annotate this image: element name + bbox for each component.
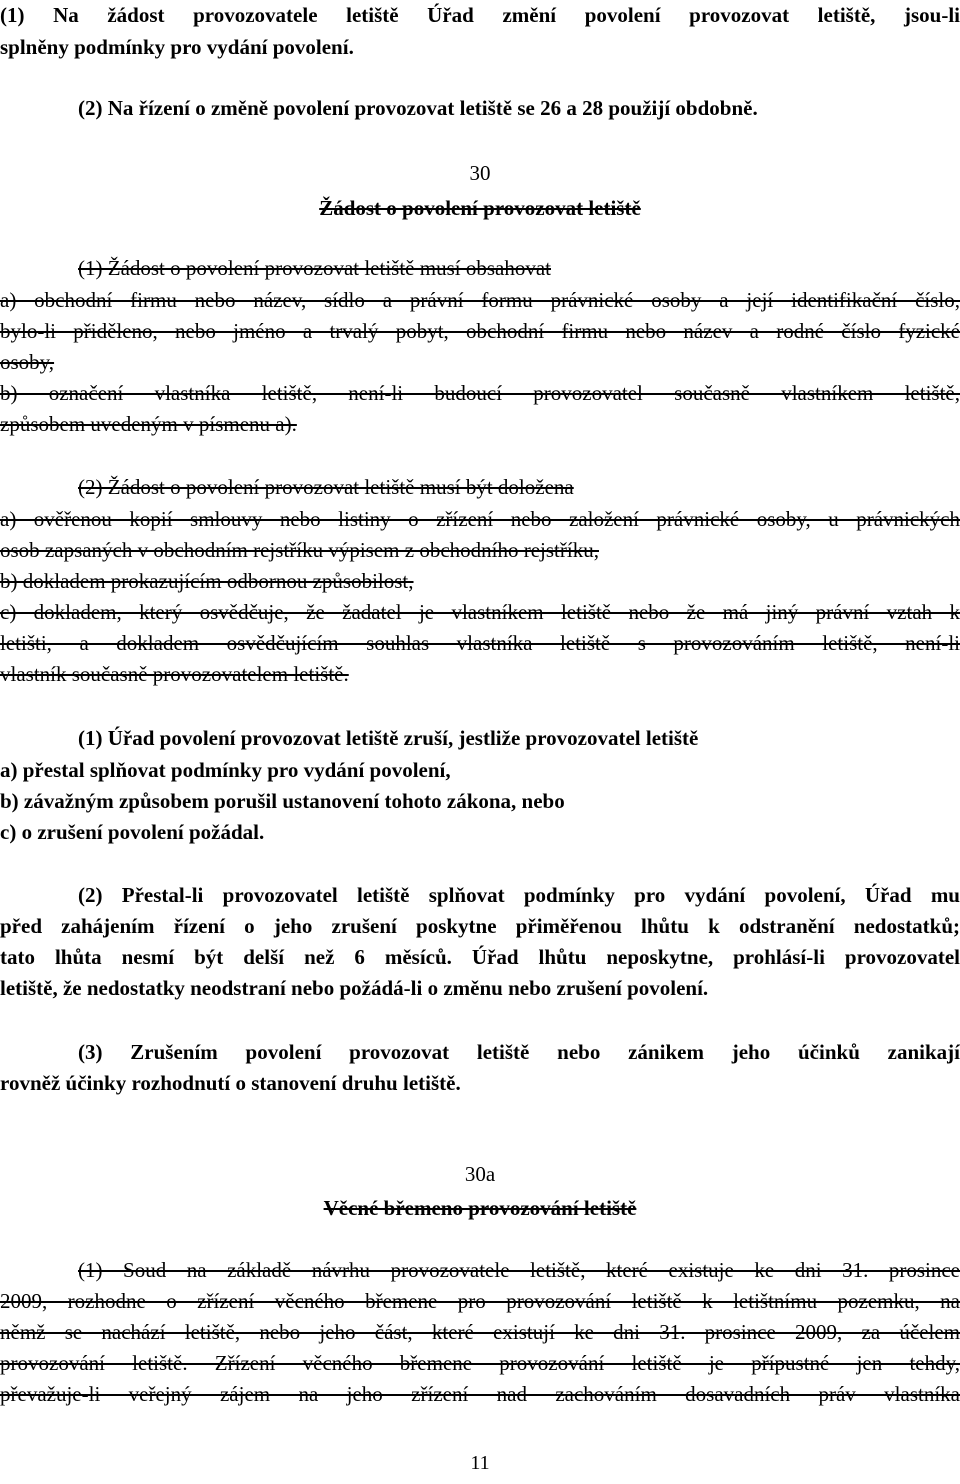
text-line: (1) Úřad povolení provozovat letiště zruší, jestliže provozovatel letiště: [78, 726, 699, 750]
text-line: němž se nachází letiště, nebo jeho část, které existují ke dni 31. prosince 2009, za účelem: [0, 1320, 960, 1344]
text-line: způsobem uvedeným v písmenu a).: [0, 412, 297, 436]
text-line: (2) Přestal-li provozovatel letiště splňovat podmínky pro vydání povolení, Úřad mu: [78, 883, 960, 907]
text-line: provozování letiště. Zřízení věcného břemene provozování letiště je přípustné jen tehdy,: [0, 1351, 960, 1375]
text-line: b) označení vlastníka letiště, není-li budoucí provozovatel současně vlastníkem letiště,: [0, 381, 960, 405]
text-line: b) dokladem prokazujícím odbornou způsobilost,: [0, 569, 414, 593]
text-line: splněny podmínky pro vydání povolení.: [0, 35, 354, 59]
text-line: letiště, že nedostatky neodstraní nebo požádá-li o změnu nebo zrušení povolení.: [0, 976, 709, 1000]
text-line: a) ověřenou kopií smlouvy nebo listiny o zřízení nebo založení právnické osoby, u právnických: [0, 507, 960, 531]
text-line: převažuje-li veřejný zájem na jeho zřízení nad zachováním dosavadních práv vlastníka: [0, 1382, 960, 1406]
text-line: osoby,: [0, 350, 55, 374]
text-line: osob zapsaných v obchodním rejstříku výpisem z obchodního rejstříku,: [0, 538, 599, 562]
text-line: a) obchodní firmu nebo název, sídlo a právní formu právnické osoby a její identifikační číslo,: [0, 288, 960, 312]
text-line: letišti, a dokladem osvědčujícím souhlas vlastníka letiště s provozováním letiště, není-li: [0, 631, 960, 655]
text-line: rovněž účinky rozhodnutí o stanovení druhu letiště.: [0, 1071, 461, 1095]
text-line: (1) Na žádost provozovatele letiště Úřad změní povolení provozovat letiště, jsou-li: [0, 3, 960, 27]
text-line: před zahájením řízení o jeho zrušení poskytne přiměřenou lhůtu k odstranění nedostatků;: [0, 914, 960, 938]
text-line: vlastník současně provozovatelem letiště.: [0, 662, 349, 686]
section-title: Věcné břemeno provozování letiště: [323, 1196, 637, 1220]
text-line: 2009, rozhodne o zřízení věcného břemene pro provozování letiště k letištnímu pozemku, na: [0, 1289, 960, 1313]
text-line: (2) Na řízení o změně povolení provozovat letiště se 26 a 28 použijí obdobně.: [78, 96, 758, 120]
section-number: 30: [469, 161, 491, 185]
text-line: (3) Zrušením povolení provozovat letiště nebo zánikem jeho účinků zanikají: [78, 1040, 960, 1064]
text-line: b) závažným způsobem porušil ustanovení tohoto zákona, nebo: [0, 789, 565, 813]
section-number: 30a: [464, 1162, 496, 1186]
section-title: Žádost o povolení provozovat letiště: [319, 196, 641, 220]
text-line: a) přestal splňovat podmínky pro vydání povolení,: [0, 758, 451, 782]
page-number: 11: [470, 1452, 490, 1474]
text-line: (1) Soud na základě návrhu provozovatele letiště, které existuje ke dni 31. prosince: [78, 1258, 960, 1282]
text-line: c) dokladem, který osvědčuje, že žadatel je vlastníkem letiště nebo že má jiný právní vztah k: [0, 600, 960, 624]
text-line: tato lhůta nesmí být delší než 6 měsíců. Úřad lhůtu neposkytne, prohlásí-li provozovatel: [0, 945, 960, 969]
text-line: (1) Žádost o povolení provozovat letiště musí obsahovat: [78, 256, 551, 280]
text-line: c) o zrušení povolení požádal.: [0, 820, 265, 844]
text-line: (2) Žádost o povolení provozovat letiště musí být doložena: [78, 475, 574, 499]
text-line: bylo-li přiděleno, nebo jméno a trvalý pobyt, obchodní firmu nebo název a rodné číslo fyzické: [0, 319, 960, 343]
